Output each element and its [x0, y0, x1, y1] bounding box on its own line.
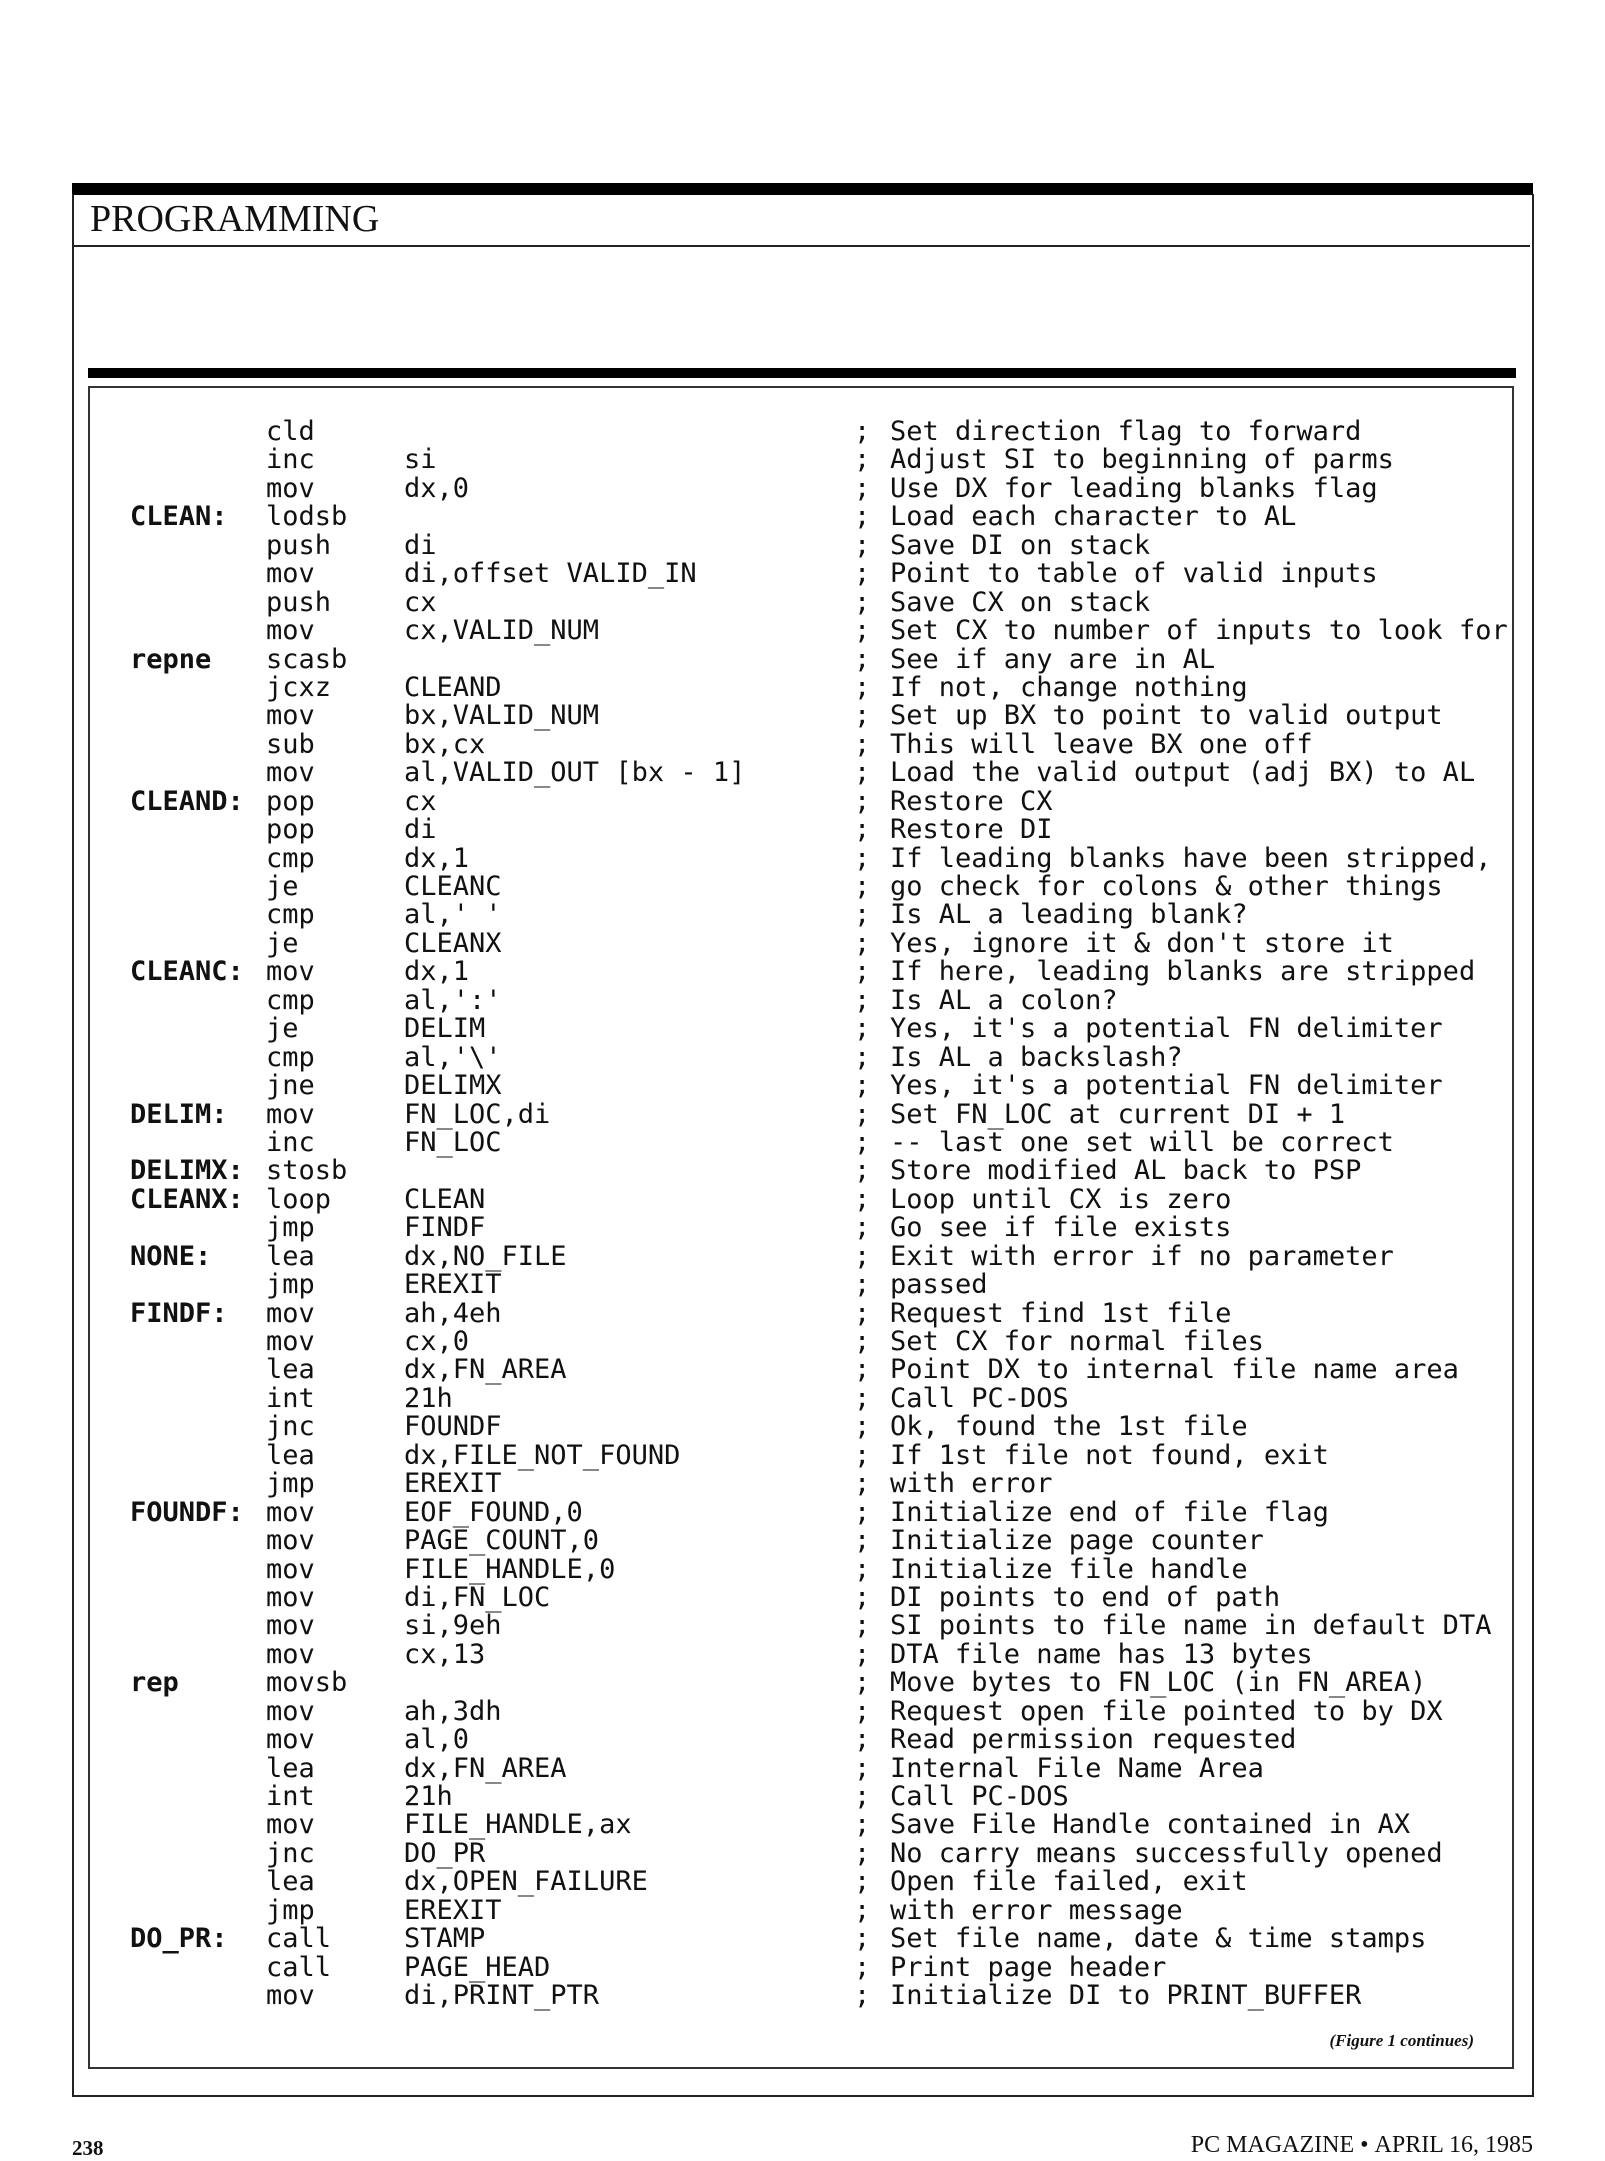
- code-comment: Ok, found the 1st file: [890, 1411, 1248, 1443]
- code-comment: Initialize page counter: [890, 1525, 1264, 1557]
- code-operands: PAGE_COUNT,0: [404, 1525, 600, 1557]
- code-mnemonic: lodsb: [266, 501, 348, 533]
- code-mnemonic: pop: [266, 814, 315, 846]
- code-comment: Point DX to internal file name area: [890, 1354, 1459, 1386]
- code-comment: DI points to end of path: [890, 1581, 1281, 1613]
- code-comment: with error message: [890, 1894, 1183, 1926]
- code-line: [130, 1041, 1510, 1073]
- code-comment: Set CX to number of inputs to look for: [890, 615, 1508, 647]
- code-mnemonic: mov: [266, 1525, 315, 1557]
- code-operands: cx: [404, 586, 437, 618]
- code-line: [130, 560, 1510, 588]
- footer-separator: •: [1360, 2132, 1369, 2158]
- code-operands: FILE_HANDLE,ax: [404, 1809, 632, 1841]
- code-mnemonic: lea: [266, 1354, 315, 1386]
- code-line: [130, 643, 1510, 675]
- code-operands: al,':': [404, 984, 502, 1016]
- comment-marker: ;: [854, 1894, 871, 1926]
- code-label: NONE:: [130, 1240, 212, 1272]
- code-comment: Print page header: [890, 1951, 1167, 1983]
- code-comment: Load each character to AL: [890, 501, 1297, 533]
- code-line: [130, 984, 1510, 1016]
- comment-marker: ;: [854, 1610, 871, 1642]
- code-mnemonic: mov: [266, 1809, 315, 1841]
- code-line: [130, 472, 1510, 504]
- code-label: DELIMX:: [130, 1155, 244, 1187]
- comment-marker: ;: [854, 842, 871, 874]
- code-label: FOUNDF:: [130, 1496, 244, 1528]
- code-mnemonic: lea: [266, 1240, 315, 1272]
- code-line: [130, 702, 1510, 730]
- code-comment: See if any are in AL: [890, 643, 1216, 675]
- code-operands: FILE_HANDLE,0: [404, 1553, 616, 1585]
- code-comment: Is AL a leading blank?: [890, 899, 1248, 931]
- code-mnemonic: cmp: [266, 1041, 315, 1073]
- code-line: [130, 1811, 1510, 1839]
- comment-marker: ;: [854, 1781, 871, 1812]
- code-line: [130, 785, 1510, 817]
- code-mnemonic: jmp: [266, 1468, 315, 1500]
- code-comment: Point to table of valid inputs: [890, 558, 1378, 590]
- code-comment: Save File Handle contained in AX: [890, 1809, 1411, 1841]
- code-line: [130, 1413, 1510, 1441]
- code-comment: Is AL a backslash?: [890, 1041, 1183, 1073]
- code-operands: di,PRINT_PTR: [404, 1980, 600, 2012]
- comment-marker: ;: [854, 1155, 871, 1187]
- code-comment: Loop until CX is zero: [890, 1183, 1232, 1215]
- code-comment: Go see if file exists: [890, 1212, 1232, 1244]
- code-comment: Move bytes to FN_LOC (in FN_AREA): [890, 1667, 1427, 1699]
- code-operands: di: [404, 529, 437, 561]
- code-comment: SI points to file name in default DTA: [890, 1610, 1492, 1642]
- comment-marker: ;: [854, 700, 871, 732]
- comment-marker: ;: [854, 1382, 871, 1414]
- magazine-footer: [1191, 2132, 1533, 2159]
- code-operands: CLEANX: [404, 927, 502, 959]
- comment-marker: ;: [854, 728, 871, 760]
- code-comment: Is AL a colon?: [890, 984, 1118, 1016]
- code-comment: with error: [890, 1468, 1053, 1500]
- code-mnemonic: pop: [266, 785, 315, 817]
- code-mnemonic: mov: [266, 472, 315, 504]
- comment-marker: ;: [854, 1468, 871, 1500]
- comment-marker: ;: [854, 529, 871, 561]
- code-mnemonic: mov: [266, 1581, 315, 1613]
- code-line: [130, 1496, 1510, 1528]
- code-comment: Request open file pointed to by DX: [890, 1695, 1443, 1727]
- code-mnemonic: int: [266, 1781, 315, 1812]
- comment-marker: ;: [854, 1638, 871, 1670]
- code-mnemonic: jmp: [266, 1269, 315, 1301]
- code-comment: If not, change nothing: [890, 671, 1248, 703]
- code-line: [130, 1297, 1510, 1329]
- comment-marker: ;: [854, 1297, 871, 1329]
- comment-marker: ;: [854, 1837, 871, 1869]
- code-line: [130, 529, 1510, 561]
- code-operands: FN_LOC: [404, 1126, 502, 1158]
- code-line: [130, 1470, 1510, 1498]
- code-line: [130, 1669, 1510, 1697]
- code-line: [130, 418, 1510, 446]
- comment-marker: ;: [854, 472, 871, 504]
- code-comment: Set direction flag to forward: [890, 416, 1362, 447]
- code-mnemonic: cld: [266, 416, 315, 447]
- code-mnemonic: push: [266, 586, 332, 618]
- code-mnemonic: sub: [266, 728, 315, 760]
- code-line: [130, 1015, 1510, 1043]
- comment-marker: ;: [854, 956, 871, 988]
- code-comment: Save DI on stack: [890, 529, 1151, 561]
- code-operands: di,FN_LOC: [404, 1581, 551, 1613]
- page-number: 238: [72, 2136, 104, 2160]
- code-line: [130, 1382, 1510, 1414]
- code-operands: STAMP: [404, 1923, 486, 1955]
- comment-marker: ;: [854, 1525, 871, 1557]
- code-line: [130, 1752, 1510, 1784]
- code-label: CLEAN:: [130, 501, 228, 533]
- code-comment: No carry means successfully opened: [890, 1837, 1443, 1869]
- code-comment: Store modified AL back to PSP: [890, 1155, 1362, 1187]
- code-mnemonic: mov: [266, 1326, 315, 1357]
- code-line: [130, 1527, 1510, 1555]
- code-operands: al,'\': [404, 1041, 502, 1073]
- comment-marker: ;: [854, 643, 871, 675]
- comment-marker: ;: [854, 1980, 871, 2012]
- code-comment: Yes, it's a potential FN delimiter: [890, 1070, 1443, 1102]
- code-line: [130, 1328, 1510, 1356]
- comment-marker: ;: [854, 1013, 871, 1045]
- code-line: [130, 671, 1510, 703]
- code-operands: bx,cx: [404, 728, 486, 760]
- code-line: [130, 446, 1510, 474]
- code-mnemonic: mov: [266, 1610, 315, 1642]
- code-line: [130, 1894, 1510, 1926]
- code-line: [130, 873, 1510, 901]
- code-mnemonic: mov: [266, 1098, 315, 1130]
- comment-marker: ;: [854, 1269, 871, 1301]
- comment-marker: ;: [854, 615, 871, 647]
- comment-marker: ;: [854, 1126, 871, 1158]
- code-comment: If here, leading blanks are stripped: [890, 956, 1476, 988]
- code-comment: If leading blanks have been stripped,: [890, 842, 1492, 874]
- code-operands: di,offset VALID_IN: [404, 558, 697, 590]
- code-line: [130, 901, 1510, 929]
- code-mnemonic: call: [266, 1923, 332, 1955]
- comment-marker: ;: [854, 984, 871, 1016]
- comment-marker: ;: [854, 757, 871, 789]
- code-comment: Adjust SI to beginning of parms: [890, 444, 1394, 476]
- code-comment: Internal File Name Area: [890, 1752, 1264, 1784]
- comment-marker: ;: [854, 671, 871, 703]
- code-operands: 21h: [404, 1781, 453, 1812]
- code-mnemonic: jnc: [266, 1411, 315, 1443]
- code-line: [130, 1439, 1510, 1471]
- code-line: [130, 1695, 1510, 1727]
- code-label: rep: [130, 1667, 179, 1699]
- comment-marker: ;: [854, 1809, 871, 1841]
- code-operands: EREXIT: [404, 1468, 502, 1500]
- code-mnemonic: inc: [266, 1126, 315, 1158]
- figure-continues-note: (Figure 1 continues): [1329, 2031, 1474, 2050]
- code-line: [130, 958, 1510, 986]
- comment-marker: ;: [854, 501, 871, 533]
- code-mnemonic: je: [266, 927, 299, 959]
- code-label: CLEANX:: [130, 1183, 244, 1215]
- code-operands: CLEANC: [404, 871, 502, 902]
- code-line: [130, 1356, 1510, 1384]
- code-line: [130, 1157, 1510, 1185]
- code-comment: Restore CX: [890, 785, 1053, 817]
- comment-marker: ;: [854, 1752, 871, 1784]
- code-comment: Initialize DI to PRINT_BUFFER: [890, 1980, 1362, 2012]
- comment-marker: ;: [854, 1496, 871, 1528]
- code-mnemonic: stosb: [266, 1155, 348, 1187]
- code-operands: dx,FILE_NOT_FOUND: [404, 1439, 681, 1471]
- comment-marker: ;: [854, 416, 871, 447]
- code-operands: dx,FN_AREA: [404, 1752, 567, 1784]
- code-mnemonic: mov: [266, 1695, 315, 1727]
- comment-marker: ;: [854, 1354, 871, 1386]
- code-line: [130, 816, 1510, 844]
- code-operands: FN_LOC,di: [404, 1098, 551, 1130]
- comment-marker: ;: [854, 1240, 871, 1272]
- code-mnemonic: cmp: [266, 842, 315, 874]
- code-comment: passed: [890, 1269, 988, 1301]
- code-mnemonic: mov: [266, 558, 315, 590]
- code-comment: Set up BX to point to valid output: [890, 700, 1443, 732]
- code-line: [130, 1951, 1510, 1983]
- code-operands: FOUNDF: [404, 1411, 502, 1443]
- code-mnemonic: mov: [266, 700, 315, 732]
- code-comment: Load the valid output (adj BX) to AL: [890, 757, 1476, 789]
- code-mnemonic: scasb: [266, 643, 348, 675]
- comment-marker: ;: [854, 1041, 871, 1073]
- code-operands: EOF_FOUND,0: [404, 1496, 583, 1528]
- comment-marker: ;: [854, 1183, 871, 1215]
- section-title: PROGRAMMING: [90, 198, 380, 240]
- code-comment: Initialize file handle: [890, 1553, 1248, 1585]
- code-line: [130, 1581, 1510, 1613]
- code-label: repne: [130, 643, 212, 675]
- code-mnemonic: mov: [266, 1638, 315, 1670]
- code-operands: si,9eh: [404, 1610, 502, 1642]
- code-mnemonic: loop: [266, 1183, 332, 1215]
- code-mnemonic: lea: [266, 1752, 315, 1784]
- code-line: [130, 1925, 1510, 1953]
- code-line: [130, 617, 1510, 645]
- code-operands: dx,NO_FILE: [404, 1240, 567, 1272]
- code-comment: Open file failed, exit: [890, 1866, 1248, 1898]
- code-mnemonic: jne: [266, 1070, 315, 1102]
- comment-marker: ;: [854, 1923, 871, 1955]
- code-label: DO_PR:: [130, 1923, 228, 1955]
- comment-marker: ;: [854, 1411, 871, 1443]
- code-mnemonic: je: [266, 1013, 299, 1045]
- comment-marker: ;: [854, 586, 871, 618]
- code-mnemonic: mov: [266, 1496, 315, 1528]
- code-comment: Initialize end of file flag: [890, 1496, 1329, 1528]
- code-mnemonic: call: [266, 1951, 332, 1983]
- section-header: [74, 195, 1530, 247]
- code-operands: cx: [404, 785, 437, 817]
- comment-marker: ;: [854, 785, 871, 817]
- code-line: [130, 927, 1510, 959]
- code-comment: This will leave BX one off: [890, 728, 1313, 760]
- code-comment: Exit with error if no parameter: [890, 1240, 1394, 1272]
- code-mnemonic: lea: [266, 1439, 315, 1471]
- code-operands: DO_PR: [404, 1837, 486, 1869]
- code-mnemonic: mov: [266, 615, 315, 647]
- comment-marker: ;: [854, 1553, 871, 1585]
- comment-marker: ;: [854, 1070, 871, 1102]
- code-line: [130, 1783, 1510, 1811]
- code-line: [130, 503, 1510, 531]
- code-operands: 21h: [404, 1382, 453, 1414]
- code-line: [130, 1271, 1510, 1299]
- code-operands: si: [404, 444, 437, 476]
- code-operands: PAGE_HEAD: [404, 1951, 551, 1983]
- code-mnemonic: je: [266, 871, 299, 902]
- code-operands: dx,FN_AREA: [404, 1354, 567, 1386]
- code-line: [130, 1553, 1510, 1585]
- code-operands: EREXIT: [404, 1269, 502, 1301]
- code-listing-box: [88, 386, 1514, 2069]
- comment-marker: ;: [854, 899, 871, 931]
- code-comment: -- last one set will be correct: [890, 1126, 1394, 1158]
- code-mnemonic: jmp: [266, 1894, 315, 1926]
- code-label: CLEAND:: [130, 785, 244, 817]
- code-operands: dx,OPEN_FAILURE: [404, 1866, 648, 1898]
- listing-top-rule: [88, 368, 1516, 378]
- comment-marker: ;: [854, 1581, 871, 1613]
- code-operands: DELIM: [404, 1013, 486, 1045]
- code-operands: dx,0: [404, 472, 470, 504]
- code-comment: Set CX for normal files: [890, 1326, 1264, 1357]
- code-mnemonic: mov: [266, 1724, 315, 1756]
- code-line: [130, 1638, 1510, 1670]
- code-comment: DTA file name has 13 bytes: [890, 1638, 1313, 1670]
- code-mnemonic: movsb: [266, 1667, 348, 1699]
- code-mnemonic: lea: [266, 1866, 315, 1898]
- comment-marker: ;: [854, 1667, 871, 1699]
- code-operands: al,VALID_OUT [bx - 1]: [404, 757, 746, 789]
- code-mnemonic: push: [266, 529, 332, 561]
- code-line: [130, 1240, 1510, 1272]
- code-operands: al,0: [404, 1724, 470, 1756]
- code-comment: Read permission requested: [890, 1724, 1297, 1756]
- comment-marker: ;: [854, 814, 871, 846]
- comment-marker: ;: [854, 927, 871, 959]
- code-mnemonic: mov: [266, 1553, 315, 1585]
- code-mnemonic: inc: [266, 444, 315, 476]
- code-line: [130, 1612, 1510, 1640]
- comment-marker: ;: [854, 444, 871, 476]
- code-comment: If 1st file not found, exit: [890, 1439, 1329, 1471]
- code-line: [130, 842, 1510, 874]
- code-label: DELIM:: [130, 1098, 228, 1130]
- code-label: FINDF:: [130, 1297, 228, 1329]
- code-line: [130, 1868, 1510, 1896]
- code-operands: di: [404, 814, 437, 846]
- code-operands: dx,1: [404, 956, 470, 988]
- code-line: [130, 1837, 1510, 1869]
- code-operands: dx,1: [404, 842, 470, 874]
- code-operands: ah,3dh: [404, 1695, 502, 1727]
- code-line: [130, 1183, 1510, 1215]
- code-mnemonic: jcxz: [266, 671, 332, 703]
- code-comment: Restore DI: [890, 814, 1053, 846]
- code-comment: Set FN_LOC at current DI + 1: [890, 1098, 1346, 1130]
- code-mnemonic: int: [266, 1382, 315, 1414]
- code-comment: Call PC-DOS: [890, 1781, 1069, 1812]
- code-mnemonic: mov: [266, 956, 315, 988]
- code-operands: CLEAND: [404, 671, 502, 703]
- comment-marker: ;: [854, 871, 871, 902]
- comment-marker: ;: [854, 1724, 871, 1756]
- comment-marker: ;: [854, 1695, 871, 1727]
- comment-marker: ;: [854, 1951, 871, 1983]
- magazine-name: PC MAGAZINE: [1190, 2132, 1355, 2158]
- code-comment: Request find 1st file: [890, 1297, 1232, 1329]
- comment-marker: ;: [854, 1439, 871, 1471]
- code-comment: go check for colons & other things: [890, 871, 1443, 902]
- code-operands: cx,0: [404, 1326, 470, 1357]
- code-comment: Call PC-DOS: [890, 1382, 1069, 1414]
- code-mnemonic: cmp: [266, 984, 315, 1016]
- code-listing: [130, 418, 1510, 2011]
- code-mnemonic: jmp: [266, 1212, 315, 1244]
- code-operands: DELIMX: [404, 1070, 502, 1102]
- code-mnemonic: jnc: [266, 1837, 315, 1869]
- code-operands: CLEAN: [404, 1183, 486, 1215]
- code-mnemonic: mov: [266, 757, 315, 789]
- comment-marker: ;: [854, 1866, 871, 1898]
- comment-marker: ;: [854, 1326, 871, 1357]
- code-operands: FINDF: [404, 1212, 486, 1244]
- code-line: [130, 1098, 1510, 1130]
- code-comment: Use DX for leading blanks flag: [890, 472, 1378, 504]
- code-operands: cx,13: [404, 1638, 486, 1670]
- code-line: [130, 1982, 1510, 2010]
- code-line: [130, 1072, 1510, 1100]
- comment-marker: ;: [854, 1098, 871, 1130]
- code-line: [130, 1726, 1510, 1754]
- code-line: [130, 1214, 1510, 1242]
- code-line: [130, 586, 1510, 618]
- code-mnemonic: mov: [266, 1980, 315, 2012]
- code-line: [130, 1126, 1510, 1158]
- code-mnemonic: cmp: [266, 899, 315, 931]
- code-operands: al,' ': [404, 899, 502, 931]
- code-line: [130, 759, 1510, 787]
- code-operands: cx,VALID_NUM: [404, 615, 600, 647]
- code-line: [130, 728, 1510, 760]
- code-mnemonic: mov: [266, 1297, 315, 1329]
- issue-date: APRIL 16, 1985: [1374, 2132, 1533, 2158]
- code-operands: ah,4eh: [404, 1297, 502, 1329]
- comment-marker: ;: [854, 1212, 871, 1244]
- code-operands: EREXIT: [404, 1894, 502, 1926]
- code-comment: Set file name, date & time stamps: [890, 1923, 1427, 1955]
- code-comment: Yes, it's a potential FN delimiter: [890, 1013, 1443, 1045]
- code-operands: bx,VALID_NUM: [404, 700, 600, 732]
- code-label: CLEANC:: [130, 956, 244, 988]
- code-comment: Yes, ignore it & don't store it: [890, 927, 1394, 959]
- code-comment: Save CX on stack: [890, 586, 1151, 618]
- comment-marker: ;: [854, 558, 871, 590]
